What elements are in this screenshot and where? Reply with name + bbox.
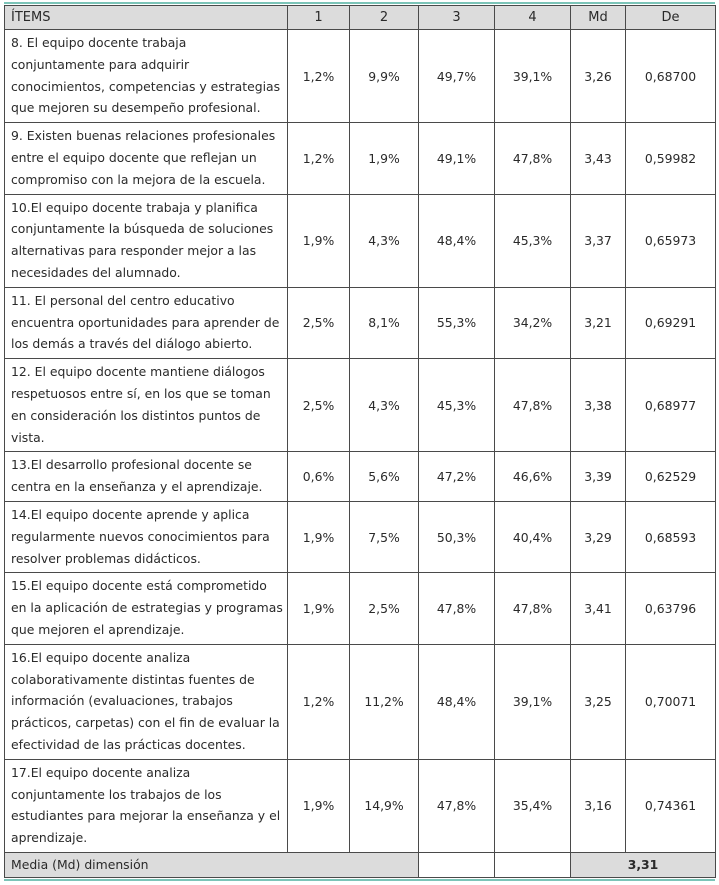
cell-3: 47,8% [419,573,495,644]
table-row [5,194,716,287]
bottom-rule [4,879,715,881]
cell-de: 0,74361 [626,759,716,852]
cell-1: 1,9% [288,501,350,572]
cell-4: 47,8% [495,359,571,452]
table-row [5,30,716,123]
cell-1: 1,2% [288,30,350,123]
footer-empty-cell [495,852,571,877]
cell-4: 47,8% [495,123,571,194]
table-wrapper [4,5,715,878]
cell-md: 3,43 [571,123,626,194]
header-1: 1 [288,6,350,30]
cell-md: 3,37 [571,194,626,287]
cell-3: 50,3% [419,501,495,572]
item-text: 14.El equipo docente aprende y aplica regularmente nuevos conocimientos para resolver problemas didácticos. [5,501,288,572]
table-row [5,573,716,644]
table-row [5,287,716,358]
cell-de: 0,59982 [626,123,716,194]
cell-2: 11,2% [350,644,419,759]
top-rule [4,2,715,4]
cell-1: 2,5% [288,287,350,358]
item-text: 17.El equipo docente analiza conjuntamente los trabajos de los estudiantes para mejorar la enseñanza y el aprendizaje. [5,759,288,852]
cell-3: 48,4% [419,644,495,759]
cell-1: 1,9% [288,573,350,644]
table-row [5,452,716,502]
item-text: 16.El equipo docente analiza colaborativamente distintas fuentes de información (evaluaciones, trabajos prácticos, carpetas) con el fin de evaluar la efectividad de las prácticas docentes. [5,644,288,759]
cell-md: 3,39 [571,452,626,502]
cell-md: 3,16 [571,759,626,852]
item-text: 13.El desarrollo profesional docente se centra en la enseñanza y el aprendizaje. [5,452,288,502]
item-text: 9. Existen buenas relaciones profesionales entre el equipo docente que reflejan un compromiso con la mejora de la escuela. [5,123,288,194]
cell-2: 7,5% [350,501,419,572]
cell-2: 4,3% [350,194,419,287]
header-4: 4 [495,6,571,30]
table-row [5,501,716,572]
footer-empty-cell [419,852,495,877]
cell-4: 46,6% [495,452,571,502]
cell-3: 55,3% [419,287,495,358]
cell-de: 0,65973 [626,194,716,287]
cell-2: 1,9% [350,123,419,194]
item-text: 8. El equipo docente trabaja conjuntamente para adquirir conocimientos, competencias y estrategias que mejoren su desempeño profesional. [5,30,288,123]
cell-de: 0,68977 [626,359,716,452]
cell-4: 39,1% [495,644,571,759]
cell-4: 45,3% [495,194,571,287]
cell-3: 49,7% [419,30,495,123]
item-text: 11. El personal del centro educativo encuentra oportunidades para aprender de los demás a través del diálogo abierto. [5,287,288,358]
header-items: ÍTEMS [5,6,288,30]
cell-md: 3,25 [571,644,626,759]
header-3: 3 [419,6,495,30]
cell-md: 3,26 [571,30,626,123]
item-text: 10.El equipo docente trabaja y planifica conjuntamente la búsqueda de soluciones alternativas para responder mejor a las necesidades del alumnado. [5,194,288,287]
table-row [5,759,716,852]
table-row [5,644,716,759]
header-de: De [626,6,716,30]
header-2: 2 [350,6,419,30]
cell-md: 3,38 [571,359,626,452]
cell-md: 3,41 [571,573,626,644]
cell-1: 1,2% [288,123,350,194]
header-row [5,6,716,30]
cell-4: 47,8% [495,573,571,644]
cell-2: 8,1% [350,287,419,358]
cell-4: 40,4% [495,501,571,572]
cell-3: 48,4% [419,194,495,287]
cell-de: 0,63796 [626,573,716,644]
cell-2: 5,6% [350,452,419,502]
cell-1: 1,2% [288,644,350,759]
item-text: 15.El equipo docente está comprometido en la aplicación de estrategias y programas que mejoren el aprendizaje. [5,573,288,644]
cell-4: 39,1% [495,30,571,123]
cell-1: 1,9% [288,194,350,287]
header-md: Md [571,6,626,30]
table-row [5,123,716,194]
table-row [5,359,716,452]
cell-de: 0,62529 [626,452,716,502]
cell-1: 0,6% [288,452,350,502]
cell-1: 1,9% [288,759,350,852]
cell-3: 45,3% [419,359,495,452]
cell-de: 0,68700 [626,30,716,123]
cell-2: 9,9% [350,30,419,123]
cell-3: 47,8% [419,759,495,852]
cell-3: 47,2% [419,452,495,502]
cell-de: 0,69291 [626,287,716,358]
cell-de: 0,70071 [626,644,716,759]
cell-3: 49,1% [419,123,495,194]
cell-md: 3,21 [571,287,626,358]
footer-row [5,852,716,877]
footer-value: 3,31 [571,852,716,877]
cell-4: 35,4% [495,759,571,852]
item-text: 12. El equipo docente mantiene diálogos respetuosos entre sí, en los que se toman en consideración los distintos puntos de vista. [5,359,288,452]
cell-1: 2,5% [288,359,350,452]
cell-2: 2,5% [350,573,419,644]
cell-2: 4,3% [350,359,419,452]
cell-de: 0,68593 [626,501,716,572]
cell-2: 14,9% [350,759,419,852]
cell-md: 3,29 [571,501,626,572]
items-table [4,5,716,878]
cell-4: 34,2% [495,287,571,358]
footer-label: Media (Md) dimensión [5,852,419,877]
